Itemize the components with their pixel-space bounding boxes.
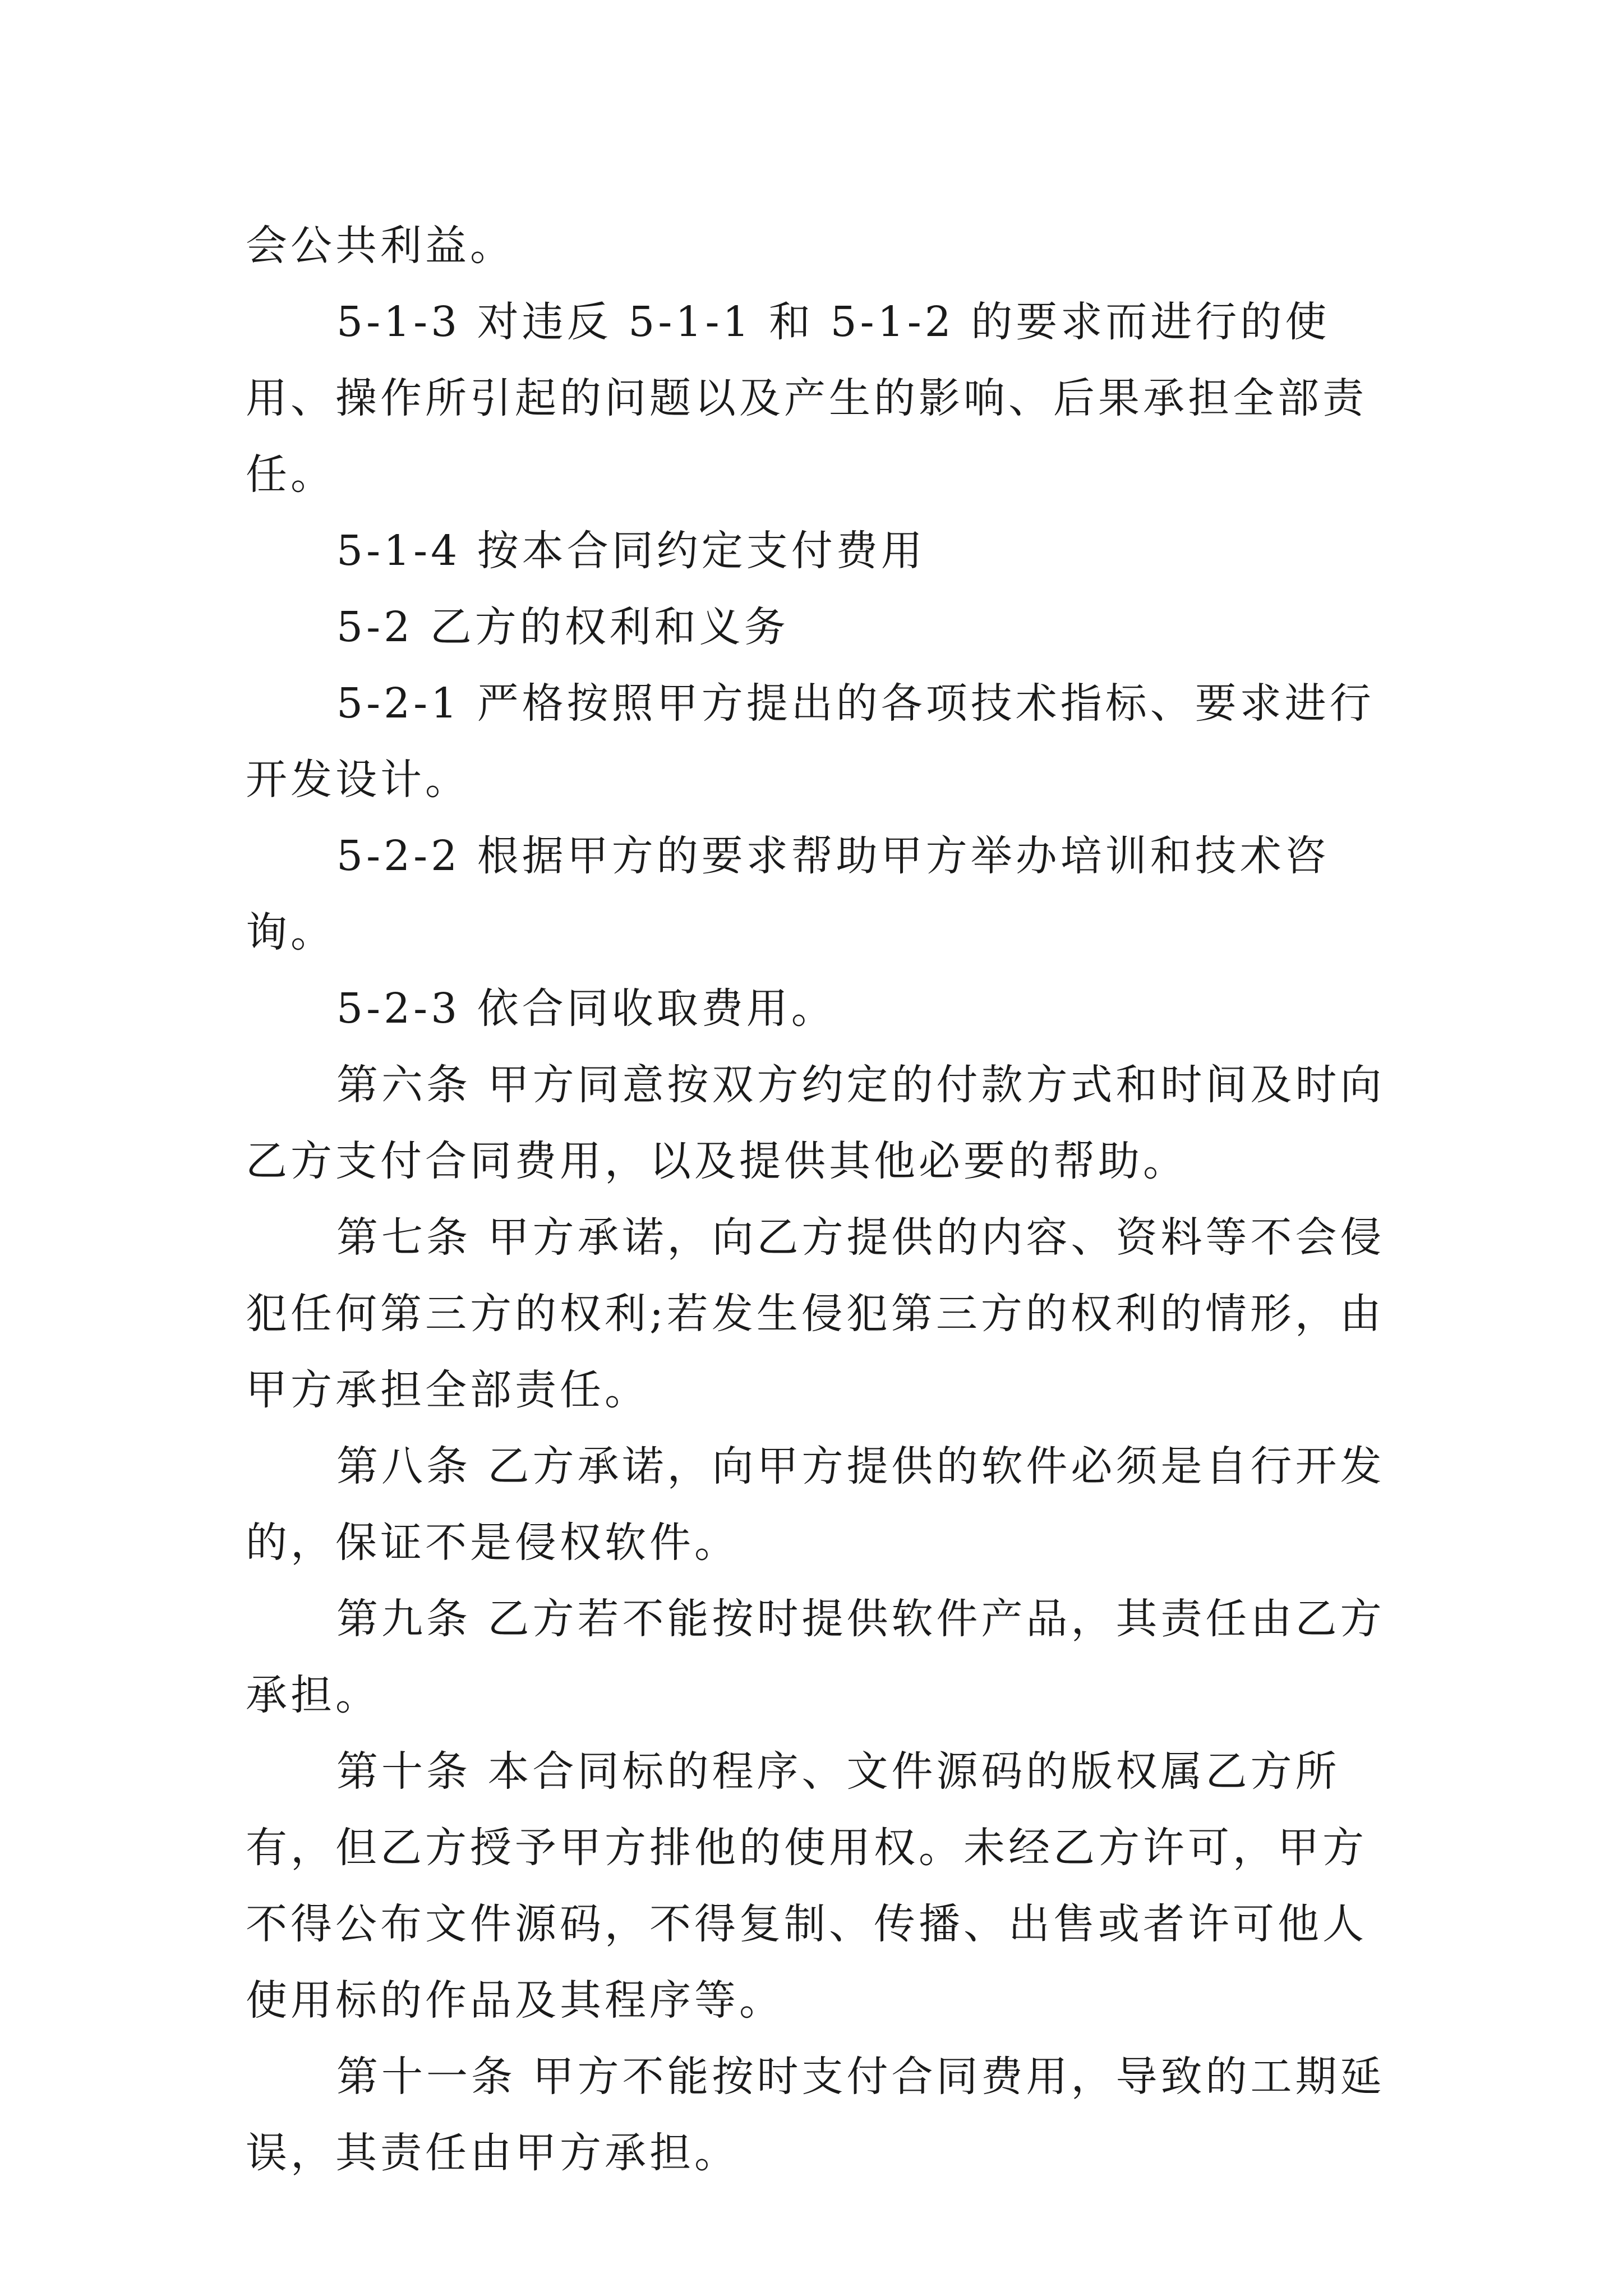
paragraph-2: 5-1-3 对违反 5-1-1 和 5-1-2 的要求而进行的使用、操作所引起的问题以及产生的影响、后果承担全部责任。 (246, 298, 1367, 499)
paragraph-9: 第七条 甲方承诺，向乙方提供的内容、资料等不会侵犯任何第三方的权利;若发生侵犯第三方的权利的情形，由甲方承担全部责任。 (246, 1213, 1385, 1414)
paragraph-7: 5-2-3 依合同收取费用。 (336, 984, 836, 1033)
paragraph-10: 第八条 乙方承诺，向甲方提供的软件必须是自行开发的，保证不是侵权软件。 (246, 1442, 1385, 1567)
paragraph-12: 第十条 本合同标的程序、文件源码的版权属乙方所有，但乙方授予甲方排他的使用权。未经乙方许可，甲方不得公布文件源码，不得复制、传播、出售或者许可他人使用标的作品及其程序等。 (246, 1747, 1367, 2024)
document-body (246, 208, 1401, 2191)
paragraph-4: 5-2 乙方的权利和义务 (336, 603, 789, 651)
paragraph-6: 5-2-2 根据甲方的要求帮助甲方举办培训和技术咨询。 (246, 832, 1330, 956)
paragraph-1: 会公共利益。 (246, 222, 515, 270)
paragraph-8: 第六条 甲方同意按双方约定的付款方式和时间及时向乙方支付合同费用，以及提供其他必要的帮助。 (246, 1061, 1385, 1185)
paragraph-11: 第九条 乙方若不能按时提供软件产品，其责任由乙方承担。 (246, 1595, 1385, 1719)
paragraph-5: 5-2-1 严格按照甲方提出的各项技术指标、要求进行开发设计。 (246, 679, 1375, 804)
paragraph-3: 5-1-4 按本合同约定支付费用 (336, 527, 926, 575)
paragraph-13: 第十一条 甲方不能按时支付合同费用，导致的工期延误，其责任由甲方承担。 (246, 2053, 1385, 2177)
